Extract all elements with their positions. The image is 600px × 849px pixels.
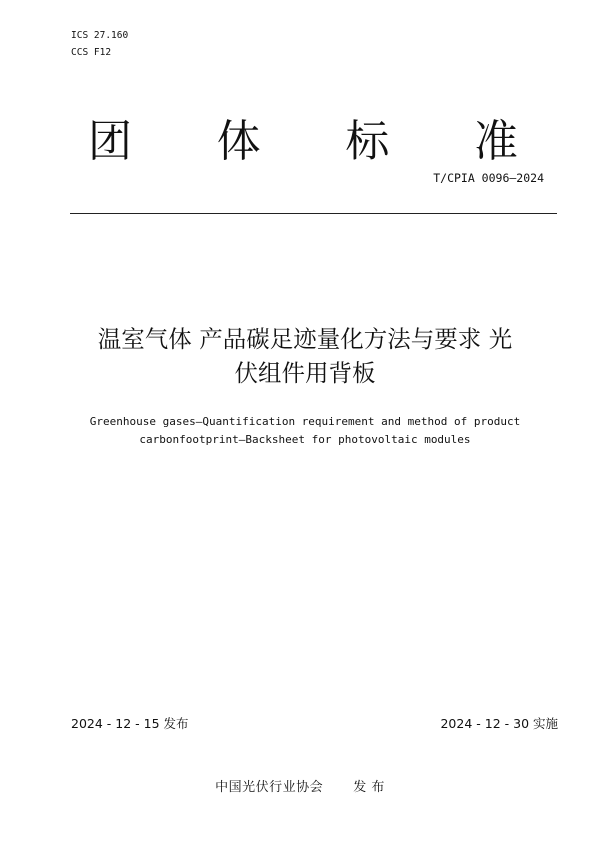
title-char-2: 体 (216, 116, 261, 167)
english-title-line-2: carbonfootprint—Backsheet for photovoltaic modules (139, 433, 471, 446)
ccs-code: CCS F12 (71, 47, 112, 58)
ics-code: ICS 27.160 (71, 30, 129, 41)
english-title (50, 413, 560, 449)
chinese-title-line-2: 伏组件用背板 (234, 359, 376, 387)
document-type-title (88, 112, 518, 172)
implementation-date: 2024 - 12 - 30 实施 (440, 716, 558, 731)
publish-action: 发 布 (353, 780, 385, 795)
issue-date: 2024 - 12 - 15 发布 (71, 716, 189, 731)
english-title-line-1: Greenhouse gases—Quantification requirement and method of product (89, 415, 521, 428)
title-char-4: 准 (473, 116, 518, 167)
publisher-line (0, 776, 600, 795)
chinese-title (60, 322, 550, 390)
chinese-title-line-1: 温室气体 产品碳足迹量化方法与要求 光 (97, 325, 513, 353)
title-char-1: 团 (88, 116, 132, 167)
header-divider (70, 213, 557, 214)
classification-codes (71, 27, 128, 61)
title-char-3: 标 (345, 116, 390, 167)
standard-number: T/CPIA 0096—2024 (433, 171, 544, 185)
publisher-name: 中国光伏行业协会 (215, 780, 324, 795)
